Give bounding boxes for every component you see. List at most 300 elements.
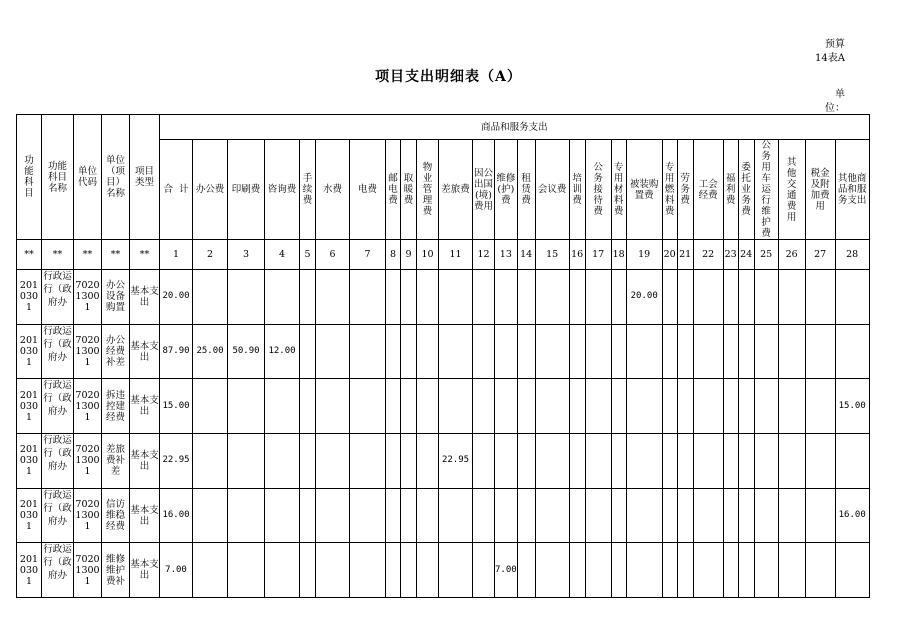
empty-cell bbox=[300, 488, 316, 543]
column-header-label: 专用燃料费 bbox=[664, 162, 675, 217]
amount-cell: 7.00 bbox=[495, 543, 518, 598]
column-header-label: 因公出国(境)费用 bbox=[474, 167, 494, 212]
unit-label-line2: 位： bbox=[825, 103, 845, 114]
empty-cell bbox=[535, 543, 569, 598]
amount-cell: 20.00 bbox=[626, 270, 662, 325]
empty-cell bbox=[386, 434, 401, 489]
index-left-cell: ** bbox=[102, 240, 130, 270]
column-header-8 bbox=[386, 140, 401, 240]
amount-cell: 87.90 bbox=[160, 324, 193, 379]
empty-cell bbox=[723, 324, 738, 379]
empty-cell bbox=[677, 543, 693, 598]
index-row bbox=[17, 240, 870, 270]
empty-cell bbox=[723, 543, 738, 598]
empty-cell bbox=[386, 488, 401, 543]
empty-cell bbox=[693, 324, 723, 379]
column-header-label: 合 计 bbox=[163, 184, 189, 195]
empty-cell bbox=[316, 434, 350, 489]
empty-cell bbox=[805, 379, 835, 434]
project-name-cell: 办公经费补差 bbox=[102, 324, 130, 379]
column-header-label: 委托业务费 bbox=[741, 162, 751, 217]
column-header-23 bbox=[723, 140, 738, 240]
page-title: 项目支出明细表（A） bbox=[375, 69, 522, 85]
index-number-cell: 22 bbox=[693, 240, 723, 270]
empty-cell bbox=[439, 488, 473, 543]
empty-cell bbox=[585, 434, 611, 489]
function-code-cell: 2010301 bbox=[17, 270, 42, 325]
empty-cell bbox=[517, 543, 535, 598]
function-name-cell: 行政运行（政府办 bbox=[42, 379, 74, 434]
empty-cell bbox=[569, 488, 585, 543]
column-header-label: 差旅费 bbox=[441, 184, 470, 195]
empty-cell bbox=[611, 270, 626, 325]
empty-cell bbox=[805, 434, 835, 489]
index-number-cell: 21 bbox=[677, 240, 693, 270]
table-row bbox=[17, 488, 870, 543]
empty-cell bbox=[805, 488, 835, 543]
function-code-cell: 2010301 bbox=[17, 324, 42, 379]
left-header-label: 单位代码 bbox=[77, 166, 97, 188]
index-number-cell: 25 bbox=[754, 240, 778, 270]
amount-cell: 15.00 bbox=[835, 379, 869, 434]
column-header-18 bbox=[611, 140, 626, 240]
project-type-cell: 基本支出 bbox=[130, 324, 160, 379]
empty-cell bbox=[626, 488, 662, 543]
unit-code-cell: 702013001 bbox=[74, 379, 102, 434]
unit-code-cell: 702013001 bbox=[74, 488, 102, 543]
index-number-cell: 17 bbox=[585, 240, 611, 270]
empty-cell bbox=[723, 434, 738, 489]
empty-cell bbox=[473, 434, 495, 489]
empty-cell bbox=[193, 434, 228, 489]
function-code-cell: 2010301 bbox=[17, 488, 42, 543]
empty-cell bbox=[723, 270, 738, 325]
table-row bbox=[17, 434, 870, 489]
unit-code-cell: 702013001 bbox=[74, 434, 102, 489]
empty-cell bbox=[495, 379, 518, 434]
column-header-12 bbox=[473, 140, 495, 240]
empty-cell bbox=[585, 543, 611, 598]
empty-cell bbox=[778, 270, 805, 325]
empty-cell bbox=[316, 324, 350, 379]
column-header-15 bbox=[535, 140, 569, 240]
column-header-label: 劳务费 bbox=[680, 173, 690, 206]
empty-cell bbox=[754, 379, 778, 434]
unit-label bbox=[825, 88, 845, 116]
amount-cell: 50.90 bbox=[228, 324, 265, 379]
amount-cell: 16.00 bbox=[835, 488, 869, 543]
function-name-cell: 行政运行（政府办 bbox=[42, 543, 74, 598]
function-name-cell: 行政运行（政府办 bbox=[42, 324, 74, 379]
column-header-19 bbox=[626, 140, 662, 240]
column-header-2 bbox=[193, 140, 228, 240]
project-name-cell: 差旅费补差 bbox=[102, 434, 130, 489]
column-header-6 bbox=[316, 140, 350, 240]
empty-cell bbox=[386, 324, 401, 379]
empty-cell bbox=[401, 379, 417, 434]
empty-cell bbox=[723, 488, 738, 543]
project-name-cell: 拆违控建经费 bbox=[102, 379, 130, 434]
column-header-label: 电费 bbox=[357, 184, 377, 195]
empty-cell bbox=[228, 270, 265, 325]
empty-cell bbox=[693, 270, 723, 325]
column-header-21 bbox=[677, 140, 693, 240]
index-number-cell: 9 bbox=[401, 240, 417, 270]
empty-cell bbox=[835, 543, 869, 598]
empty-cell bbox=[569, 543, 585, 598]
empty-cell bbox=[417, 270, 439, 325]
column-header-label: 印刷费 bbox=[231, 184, 261, 195]
amount-cell: 20.00 bbox=[160, 270, 193, 325]
column-header-25 bbox=[754, 140, 778, 240]
empty-cell bbox=[300, 434, 316, 489]
empty-cell bbox=[535, 324, 569, 379]
column-header-7 bbox=[350, 140, 386, 240]
empty-cell bbox=[754, 543, 778, 598]
column-header-9 bbox=[401, 140, 417, 240]
empty-cell bbox=[300, 543, 316, 598]
column-header-label: 培训费 bbox=[572, 173, 582, 206]
index-left-cell: ** bbox=[130, 240, 160, 270]
index-number-cell: 8 bbox=[386, 240, 401, 270]
index-number-cell: 19 bbox=[626, 240, 662, 270]
project-name-cell: 维修维护费补 bbox=[102, 543, 130, 598]
unit-code-cell: 702013001 bbox=[74, 270, 102, 325]
empty-cell bbox=[754, 488, 778, 543]
index-number-cell: 6 bbox=[316, 240, 350, 270]
empty-cell bbox=[265, 434, 300, 489]
column-header-label: 税金及附加费用 bbox=[810, 167, 830, 212]
column-header-label: 办公费 bbox=[195, 184, 225, 195]
empty-cell bbox=[778, 488, 805, 543]
empty-cell bbox=[473, 379, 495, 434]
empty-cell bbox=[473, 543, 495, 598]
empty-cell bbox=[265, 379, 300, 434]
index-left-cell: ** bbox=[74, 240, 102, 270]
column-header-label: 物业管理费 bbox=[422, 162, 433, 217]
empty-cell bbox=[754, 434, 778, 489]
project-type-cell: 基本支出 bbox=[130, 379, 160, 434]
index-number-cell: 24 bbox=[738, 240, 754, 270]
empty-cell bbox=[738, 543, 754, 598]
empty-cell bbox=[417, 434, 439, 489]
project-type-cell: 基本支出 bbox=[130, 434, 160, 489]
index-number-cell: 10 bbox=[417, 240, 439, 270]
empty-cell bbox=[585, 270, 611, 325]
empty-cell bbox=[517, 270, 535, 325]
index-left-cell: ** bbox=[42, 240, 74, 270]
empty-cell bbox=[611, 434, 626, 489]
empty-cell bbox=[835, 324, 869, 379]
column-header-label: 手续费 bbox=[302, 173, 313, 206]
empty-cell bbox=[316, 488, 350, 543]
empty-cell bbox=[386, 270, 401, 325]
empty-cell bbox=[611, 543, 626, 598]
column-header-label: 专用材料费 bbox=[613, 162, 624, 217]
empty-cell bbox=[495, 270, 518, 325]
empty-cell bbox=[535, 379, 569, 434]
empty-cell bbox=[662, 379, 677, 434]
empty-cell bbox=[693, 543, 723, 598]
column-header-5 bbox=[300, 140, 316, 240]
empty-cell bbox=[517, 324, 535, 379]
column-header-label: 福利费 bbox=[725, 173, 736, 206]
empty-cell bbox=[677, 434, 693, 489]
empty-cell bbox=[738, 488, 754, 543]
empty-cell bbox=[677, 379, 693, 434]
empty-cell bbox=[611, 324, 626, 379]
empty-cell bbox=[316, 543, 350, 598]
empty-cell bbox=[193, 488, 228, 543]
left-header-label: 单位（项目）名称 bbox=[105, 155, 125, 199]
empty-cell bbox=[473, 488, 495, 543]
empty-cell bbox=[350, 270, 386, 325]
empty-cell bbox=[693, 379, 723, 434]
empty-cell bbox=[316, 270, 350, 325]
index-number-cell: 3 bbox=[228, 240, 265, 270]
empty-cell bbox=[417, 379, 439, 434]
index-left-cell: ** bbox=[17, 240, 42, 270]
empty-cell bbox=[193, 270, 228, 325]
left-header-4 bbox=[102, 115, 130, 240]
empty-cell bbox=[300, 379, 316, 434]
column-header-label: 咨询费 bbox=[267, 184, 297, 195]
empty-cell bbox=[662, 324, 677, 379]
empty-cell bbox=[495, 434, 518, 489]
empty-cell bbox=[805, 324, 835, 379]
column-header-17 bbox=[585, 140, 611, 240]
column-header-label: 被装购置费 bbox=[629, 178, 659, 201]
left-header-2 bbox=[42, 115, 74, 240]
empty-cell bbox=[228, 543, 265, 598]
document-code bbox=[815, 38, 845, 66]
column-header-label: 工会经费 bbox=[698, 178, 718, 201]
empty-cell bbox=[473, 324, 495, 379]
unit-code-cell: 702013001 bbox=[74, 543, 102, 598]
empty-cell bbox=[662, 434, 677, 489]
empty-cell bbox=[569, 270, 585, 325]
index-number-cell: 26 bbox=[778, 240, 805, 270]
project-type-cell: 基本支出 bbox=[130, 543, 160, 598]
empty-cell bbox=[569, 434, 585, 489]
empty-cell bbox=[778, 324, 805, 379]
empty-cell bbox=[300, 324, 316, 379]
function-code-cell: 2010301 bbox=[17, 379, 42, 434]
index-number-cell: 12 bbox=[473, 240, 495, 270]
empty-cell bbox=[228, 379, 265, 434]
column-header-label: 会议费 bbox=[537, 184, 567, 195]
empty-cell bbox=[495, 324, 518, 379]
column-header-label: 水费 bbox=[322, 184, 342, 195]
table-row bbox=[17, 270, 870, 325]
header-row-group bbox=[17, 115, 870, 140]
table-row bbox=[17, 543, 870, 598]
column-header-label: 公务用车运行维护费 bbox=[761, 140, 771, 239]
empty-cell bbox=[805, 270, 835, 325]
empty-cell bbox=[754, 324, 778, 379]
index-number-cell: 2 bbox=[193, 240, 228, 270]
empty-cell bbox=[569, 324, 585, 379]
empty-cell bbox=[585, 379, 611, 434]
column-header-26 bbox=[778, 140, 805, 240]
index-number-cell: 11 bbox=[439, 240, 473, 270]
empty-cell bbox=[535, 270, 569, 325]
function-name-cell: 行政运行（政府办 bbox=[42, 434, 74, 489]
project-type-cell: 基本支出 bbox=[130, 488, 160, 543]
project-expenditure-table bbox=[16, 114, 870, 598]
empty-cell bbox=[693, 434, 723, 489]
empty-cell bbox=[662, 270, 677, 325]
column-header-3 bbox=[228, 140, 265, 240]
empty-cell bbox=[677, 488, 693, 543]
column-header-14 bbox=[517, 140, 535, 240]
empty-cell bbox=[439, 379, 473, 434]
table-row bbox=[17, 324, 870, 379]
empty-cell bbox=[738, 324, 754, 379]
empty-cell bbox=[738, 379, 754, 434]
amount-cell: 16.00 bbox=[160, 488, 193, 543]
group-header-goods-services: 商品和服务支出 bbox=[160, 115, 870, 140]
amount-cell: 12.00 bbox=[265, 324, 300, 379]
left-header-label: 项目类型 bbox=[134, 166, 154, 188]
index-number-cell: 1 bbox=[160, 240, 193, 270]
left-header-label: 功能科目名称 bbox=[47, 160, 67, 194]
empty-cell bbox=[228, 434, 265, 489]
empty-cell bbox=[228, 488, 265, 543]
empty-cell bbox=[611, 488, 626, 543]
column-header-label: 维修(护)费 bbox=[496, 173, 516, 206]
empty-cell bbox=[265, 488, 300, 543]
column-header-27 bbox=[805, 140, 835, 240]
index-number-cell: 14 bbox=[517, 240, 535, 270]
empty-cell bbox=[350, 543, 386, 598]
amount-cell: 22.95 bbox=[439, 434, 473, 489]
function-name-cell: 行政运行（政府办 bbox=[42, 488, 74, 543]
empty-cell bbox=[350, 434, 386, 489]
empty-cell bbox=[417, 488, 439, 543]
empty-cell bbox=[401, 488, 417, 543]
left-header-label: 功能科目 bbox=[24, 155, 34, 199]
index-number-cell: 7 bbox=[350, 240, 386, 270]
index-number-cell: 28 bbox=[835, 240, 869, 270]
empty-cell bbox=[401, 324, 417, 379]
empty-cell bbox=[265, 543, 300, 598]
index-number-cell: 4 bbox=[265, 240, 300, 270]
amount-cell: 25.00 bbox=[193, 324, 228, 379]
left-header-5 bbox=[130, 115, 160, 240]
empty-cell bbox=[662, 543, 677, 598]
empty-cell bbox=[265, 270, 300, 325]
empty-cell bbox=[677, 324, 693, 379]
column-header-1 bbox=[160, 140, 193, 240]
column-header-20 bbox=[662, 140, 677, 240]
index-number-cell: 20 bbox=[662, 240, 677, 270]
empty-cell bbox=[585, 324, 611, 379]
table-row bbox=[17, 379, 870, 434]
empty-cell bbox=[417, 324, 439, 379]
project-type-cell: 基本支出 bbox=[130, 270, 160, 325]
empty-cell bbox=[517, 379, 535, 434]
amount-cell: 22.95 bbox=[160, 434, 193, 489]
empty-cell bbox=[585, 488, 611, 543]
column-header-10 bbox=[417, 140, 439, 240]
doc-code-line2: 14表A bbox=[815, 53, 845, 64]
column-header-label: 邮电费 bbox=[388, 173, 398, 206]
function-name-cell: 行政运行（政府办 bbox=[42, 270, 74, 325]
empty-cell bbox=[778, 543, 805, 598]
amount-cell: 7.00 bbox=[160, 543, 193, 598]
empty-cell bbox=[626, 434, 662, 489]
empty-cell bbox=[193, 543, 228, 598]
empty-cell bbox=[439, 270, 473, 325]
empty-cell bbox=[316, 379, 350, 434]
column-header-28 bbox=[835, 140, 869, 240]
left-header-1 bbox=[17, 115, 42, 240]
empty-cell bbox=[193, 379, 228, 434]
empty-cell bbox=[723, 379, 738, 434]
column-header-label: 租赁费 bbox=[521, 173, 531, 206]
empty-cell bbox=[535, 434, 569, 489]
empty-cell bbox=[473, 270, 495, 325]
empty-cell bbox=[662, 488, 677, 543]
index-number-cell: 5 bbox=[300, 240, 316, 270]
empty-cell bbox=[517, 488, 535, 543]
index-number-cell: 15 bbox=[535, 240, 569, 270]
empty-cell bbox=[805, 543, 835, 598]
project-name-cell: 信访维稳经费 bbox=[102, 488, 130, 543]
empty-cell bbox=[401, 270, 417, 325]
empty-cell bbox=[386, 543, 401, 598]
empty-cell bbox=[535, 488, 569, 543]
empty-cell bbox=[693, 488, 723, 543]
empty-cell bbox=[350, 488, 386, 543]
index-number-cell: 23 bbox=[723, 240, 738, 270]
empty-cell bbox=[626, 324, 662, 379]
column-header-label: 其他商品和服务支出 bbox=[837, 173, 867, 206]
empty-cell bbox=[778, 379, 805, 434]
index-number-cell: 16 bbox=[569, 240, 585, 270]
column-header-label: 取暖费 bbox=[403, 173, 414, 206]
left-header-3 bbox=[74, 115, 102, 240]
function-code-cell: 2010301 bbox=[17, 543, 42, 598]
unit-code-cell: 702013001 bbox=[74, 324, 102, 379]
empty-cell bbox=[401, 543, 417, 598]
empty-cell bbox=[611, 379, 626, 434]
index-number-cell: 27 bbox=[805, 240, 835, 270]
empty-cell bbox=[754, 270, 778, 325]
empty-cell bbox=[401, 434, 417, 489]
index-number-cell: 13 bbox=[495, 240, 518, 270]
column-header-11 bbox=[439, 140, 473, 240]
empty-cell bbox=[350, 379, 386, 434]
empty-cell bbox=[417, 543, 439, 598]
empty-cell bbox=[835, 270, 869, 325]
empty-cell bbox=[300, 270, 316, 325]
column-header-4 bbox=[265, 140, 300, 240]
empty-cell bbox=[677, 270, 693, 325]
project-name-cell: 办公设备购置 bbox=[102, 270, 130, 325]
empty-cell bbox=[738, 270, 754, 325]
empty-cell bbox=[778, 434, 805, 489]
empty-cell bbox=[835, 434, 869, 489]
column-header-13 bbox=[495, 140, 518, 240]
empty-cell bbox=[439, 543, 473, 598]
index-number-cell: 18 bbox=[611, 240, 626, 270]
empty-cell bbox=[626, 379, 662, 434]
column-header-22 bbox=[693, 140, 723, 240]
empty-cell bbox=[350, 324, 386, 379]
empty-cell bbox=[386, 379, 401, 434]
